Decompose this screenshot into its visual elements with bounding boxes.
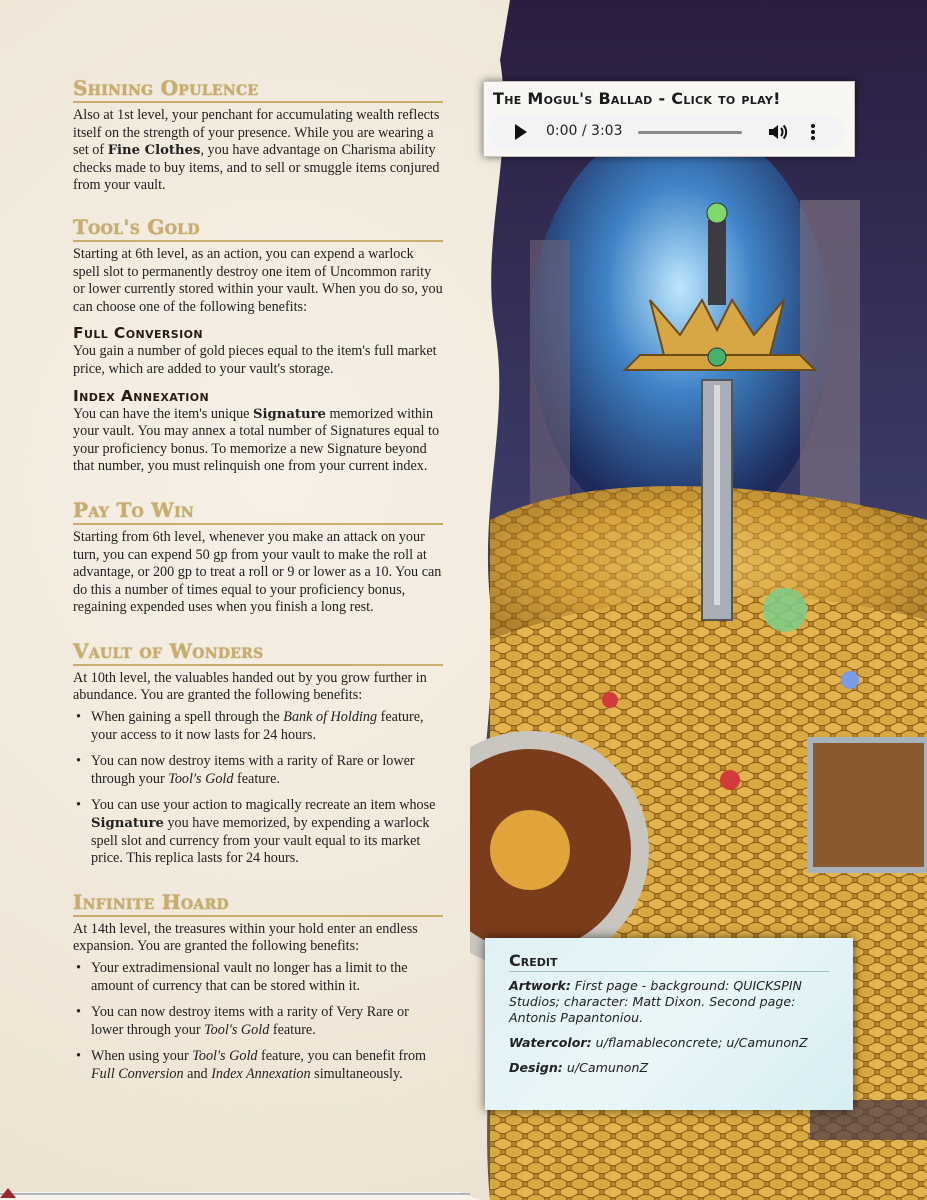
credit-title: Credit <box>509 951 829 972</box>
section-vault-of-wonders <box>73 639 443 868</box>
credit-card <box>485 938 853 1110</box>
italic-term: Tool's Gold <box>192 1048 258 1065</box>
italic-term: Tool's Gold <box>204 1021 270 1038</box>
text-run: feature, you can benefit from <box>257 1048 427 1065</box>
text-run: You gain a number of gold pieces equal to the item's full market price, which are added to your vault's storage. <box>73 343 437 377</box>
bullet-list <box>73 960 443 1084</box>
bullet-icon: • <box>76 960 81 976</box>
text-run: At 10th level, the valuables handed out by you grow further in abundance. You are granted the following benefits: <box>73 669 427 704</box>
text-run: simultaneously. <box>310 1065 403 1082</box>
audio-player[interactable] <box>488 116 844 148</box>
text-run: Starting from 6th level, whenever you make an attack on your turn, you can expend 50 gp from your vault to make the roll at advantage, or 200 gp to treat a roll or 9 or lower as a 10. You can do this a number of times equal to your proficiency bonus, regaining expended uses when you finish a long rest. <box>73 528 442 616</box>
text-run: , you have advantage on Charisma ability checks made to buy items, and to sell or smuggle items conjured from your vault. <box>73 142 440 194</box>
section-shining-opulence <box>73 76 443 195</box>
list-item <box>73 960 443 995</box>
credit-artwork <box>509 978 834 1026</box>
paragraph <box>73 246 443 316</box>
bullet-icon: • <box>76 753 81 770</box>
audio-title[interactable]: The Mogul's Ballad - Click to play! <box>493 89 781 108</box>
list-item <box>73 797 443 867</box>
text-run: You can now destroy items with a rarity of Rare or lower through your <box>91 753 415 787</box>
text-run: Your extradimensional vault no longer has a limit to the amount of currency that can be stored within it. <box>91 960 408 994</box>
list-item <box>73 753 443 788</box>
text-run: feature. <box>233 770 280 787</box>
bold-term: Fine Clothes <box>107 143 201 159</box>
credit-watercolor <box>509 1035 834 1051</box>
list-item <box>73 709 443 744</box>
bullet-icon: • <box>76 709 81 726</box>
paragraph <box>73 529 443 617</box>
paragraph <box>73 921 443 956</box>
text-run: feature. <box>269 1021 316 1038</box>
credit-design <box>509 1060 834 1076</box>
subsection-heading: Full Conversion <box>73 324 203 343</box>
credit-design-label: Design: <box>509 1060 563 1075</box>
text-run: feature, your access to it now lasts for 24 hours. <box>91 709 424 743</box>
credit-watercolor-value: u/flamableconcrete; u/CamunonZ <box>595 1035 808 1050</box>
text-run: You can now destroy items with a rarity of Very Rare or lower through your <box>91 1004 409 1038</box>
text-run: you have memorized, by expending a warlock spell slot and currency from your vault equal to its market price. This replica lasts for 24 hours. <box>91 815 430 867</box>
bullet-icon: • <box>76 1048 81 1065</box>
section-infinite-hoard <box>73 890 443 1084</box>
footer-ornament <box>0 1158 480 1200</box>
section-heading: Vault of Wonders <box>73 639 443 666</box>
text-run: memorized within your vault. You may annex a total number of Signatures equal to your proficiency bonus. To memorize a new Signature beyond that number, you must relinquish one from your current index. <box>73 405 440 475</box>
text-run: Also at 1st level, your penchant for accumulating wealth reflects itself on the strength of your presence. While you are wearing a set of <box>73 107 440 159</box>
section-heading: Shining Opulence <box>73 76 443 103</box>
subsection-heading: Index Annexation <box>73 386 210 405</box>
credit-body <box>509 978 834 1085</box>
text-run: When gaining a spell through the <box>91 709 284 726</box>
italic-term: Bank of Holding <box>283 709 378 726</box>
section-tool-s-gold <box>73 215 443 476</box>
list-item <box>73 1048 443 1083</box>
credit-artwork-value: First page - background: QUICKSPIN Studios; character: Matt Dixon. Second page: Antonis Papantoniou. <box>509 978 802 1025</box>
paragraph <box>73 670 443 705</box>
text-run: At 14th level, the treasures within your hold enter an endless expansion. You are granted the following benefits: <box>73 920 418 955</box>
more-options-icon[interactable] <box>810 123 816 141</box>
volume-icon[interactable] <box>768 123 788 141</box>
section-heading: Infinite Hoard <box>73 890 443 917</box>
bullet-icon: • <box>76 1004 81 1021</box>
play-icon[interactable] <box>515 124 527 140</box>
section-heading: Tool's Gold <box>73 215 443 242</box>
bullet-list <box>73 709 443 868</box>
paragraph <box>73 406 443 476</box>
italic-term: Full Conversion <box>91 1065 184 1082</box>
italic-term: Tool's Gold <box>168 770 234 787</box>
bullet-icon: • <box>76 797 81 814</box>
text-run: Starting at 6th level, as an action, you can expend a warlock spell slot to permanently destroy one item of Uncommon rarity or lower currently stored within your vault. When you do so, you can choose one of the following benefits: <box>73 245 443 315</box>
audio-player-card <box>483 81 855 157</box>
audio-time: 0:00 / 3:03 <box>546 123 623 139</box>
section-heading: Pay To Win <box>73 498 443 525</box>
list-item <box>73 1004 443 1039</box>
paragraph <box>73 343 443 378</box>
content-column <box>73 76 443 1093</box>
text-run: You can have the item's unique <box>73 405 254 422</box>
text-run: When using your <box>91 1048 193 1065</box>
text-run: You can use your action to magically recreate an item whose <box>91 797 436 814</box>
bold-term: Signature <box>91 816 164 832</box>
text-run: and <box>183 1065 212 1082</box>
section-pay-to-win <box>73 498 443 617</box>
credit-artwork-label: Artwork: <box>509 978 571 993</box>
credit-design-value: u/CamunonZ <box>566 1060 649 1075</box>
bold-term: Signature <box>253 406 326 422</box>
seek-bar[interactable] <box>638 131 742 134</box>
credit-watercolor-label: Watercolor: <box>509 1035 592 1050</box>
paragraph <box>73 107 443 195</box>
italic-term: Index Annexation <box>211 1065 311 1082</box>
